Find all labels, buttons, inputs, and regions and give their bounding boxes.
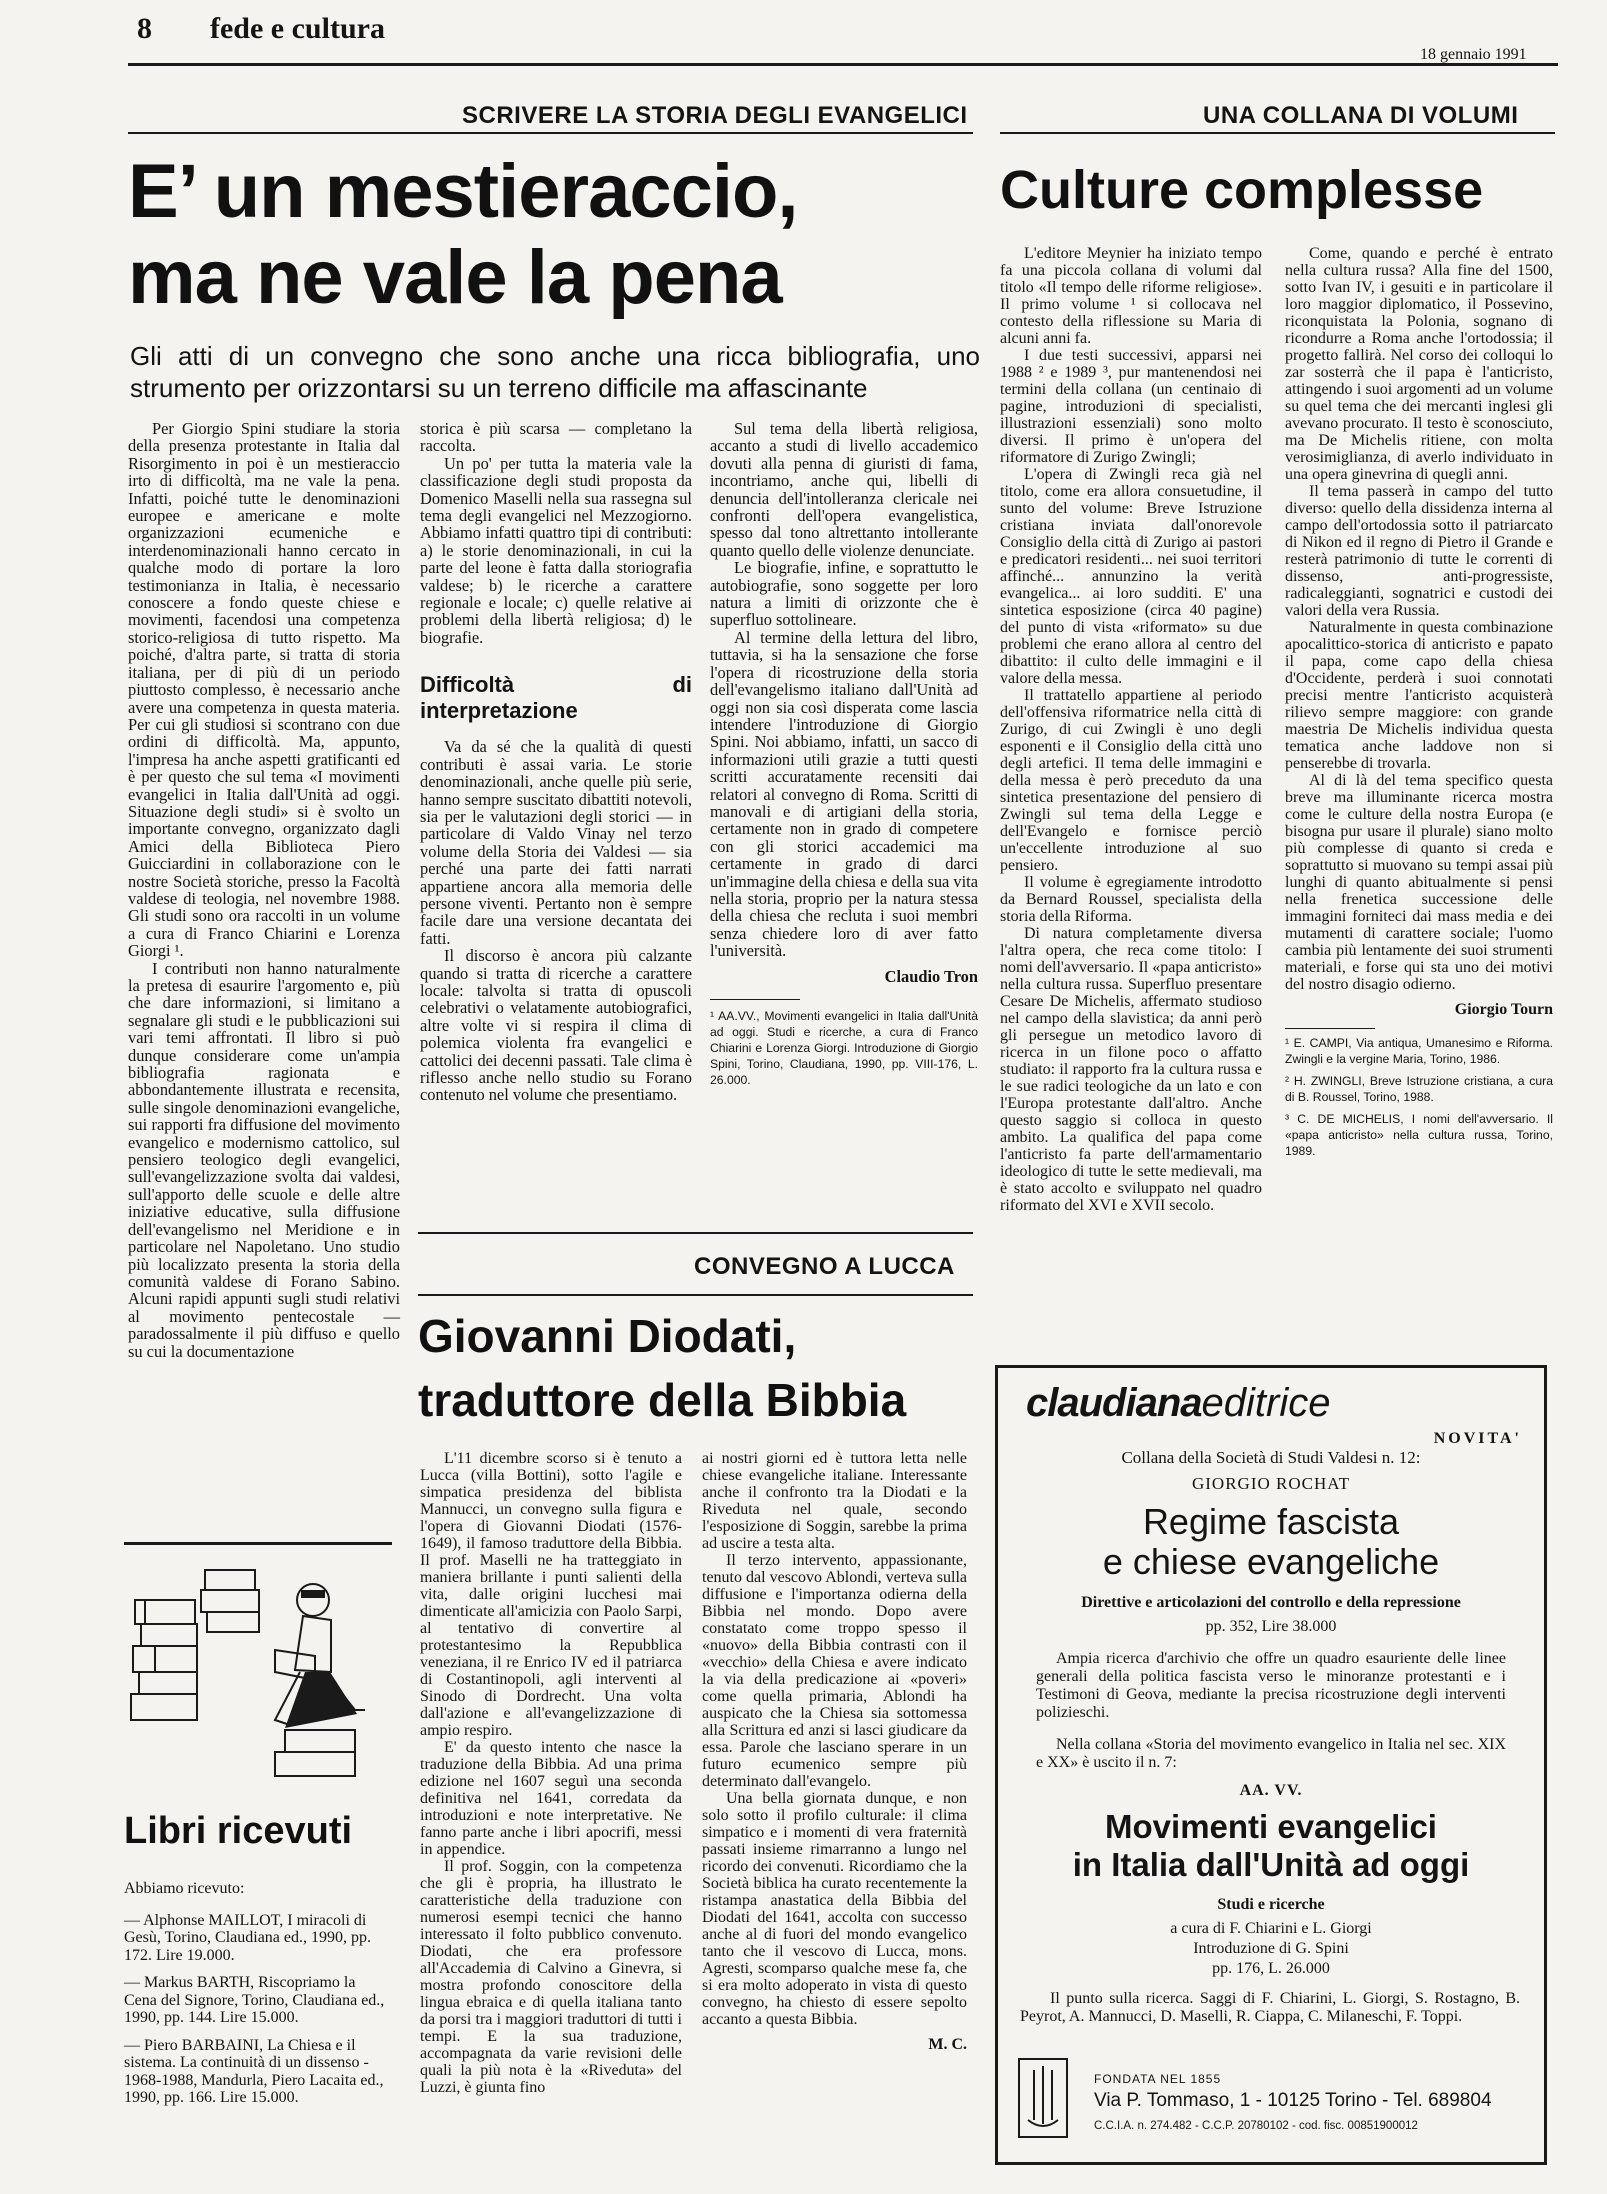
diodati-top-rule — [418, 1232, 973, 1234]
diodati-col2 — [702, 1450, 967, 2053]
ad-intro2: Introduzione di G. Spini — [1193, 1940, 1349, 1957]
ad-desc2: Il punto sulla ricerca. Saggi di F. Chiarini, L. Giorgi, S. Rostagno, B. Peyrot, A. Mannucci, D. Maselli, R. Ciappa, C. Milaneschi, F. Toppi. — [1020, 1990, 1520, 2025]
issue-date: 18 gennaio 1991 — [1420, 46, 1527, 63]
right-headline: Culture complesse — [1000, 160, 1484, 220]
ad-desc1: Ampia ricerca d'archivio che offre un quadro esauriente delle linee generali della politica fascista verso le minoranze protestanti e i Testimoni di Geova, mediante la precisa ricostruzione degli interventi polizieschi. — [1036, 1650, 1506, 1721]
diodati-col1 — [420, 1450, 682, 2096]
claudiana-advertisement — [995, 1365, 1547, 2165]
main-kicker-rule — [128, 132, 973, 134]
main-col2 — [420, 420, 692, 1104]
ad-address: Via P. Tommaso, 1 - 10125 Torino - Tel. 689804 — [1094, 2090, 1492, 2111]
ad-novita: NOVITA' — [1433, 1430, 1522, 1447]
ad-subtitle2: Studi e ricerche — [1217, 1896, 1325, 1913]
right-col1-p6: Di natura completamente diversa l'altra opera, che reca come titolo: I nomi dell'avversario. Il «papa anticristo» nella cultura russa. Superfluo presentare Cesare De Michelis, affermato studioso nel campo della slavistica; da anni però gli persegue un metodico lavoro di ricerca in un filone poco o affatto studiato: il rapporto fra la cultura russa e le sue radici teologiche da un lato e con l'Europa protestante dall'altro. Anche questo saggio si colloca in questo ambito. La qualifica del papa come l'anticristo fa parte dell'armamentario ideologico di tutte le sette medievali, ma è stato accolto e sviluppato nel quadro riformato del XVI e XVII secolo. — [1000, 925, 1262, 1214]
right-col2-p4: Al di là del tema specifico questa breve ma illuminante ricerca mostra come le culture della nostra Europa (e bisogna pur usare il plurale) siano molto più complesse di quanto si creda e soprattutto si muovano su tempi assai più lunghi di quanto abitualmente si pensi nella frenetica successione delle immagini forniteci dai mass media e dei mutamenti di carattere sociale; l'uomo cambia più lentamente dei suoi strumenti materiali, e forse qui sta uno dei motivi del nostro disagio odierno. — [1285, 772, 1553, 993]
right-note-3: ³ C. DE MICHELIS, I nomi dell'avversario. Il «papa anticristo» nella cultura russa, Torino, 1989. — [1285, 1112, 1553, 1158]
diodati-col2-p2: Il terzo intervento, appassionante, tenuto dal vescovo Ablondi, verteva sulla diffusione e l'importanza odierna della Bibbia nel mondo. Dopo avere constatato come troppo spesso il «nuovo» della Bibbia contrasti con il «vecchio» della Chiesa e avere indicato la via della predicazione ai «poveri» come quella primaria, Ablondi ha auspicato che la Chiesa sia sottomessa alla Scrittura ed anzi si lasci giudicare da essa. Parole che lasciano sperare in un futuro ecumenico sempre più determinato dall'evangelo. — [702, 1552, 967, 1790]
diodati-col2-p3: Una bella giornata dunque, e non solo sotto il profilo culturale: il clima simpatico e i momenti di vera fraternità passati insieme rimarranno a lungo nel ricordo dei convenuti. Ricordiamo che la Società biblica ha curato recentemente la ristampa anastatica della Bibbia del Diodati del 1641, accolta con successo anche al di fuori del mondo evangelico tanto che il vescovo di Lucca, mons. Agresti, scomparso qualche mese fa, che si era molto adoperato in vista di questo convegno, ha chiesto di essere sepolto accanto a questa Bibbia. — [702, 1790, 967, 2028]
books-top-rule — [124, 1542, 392, 1545]
main-col2-p2: Un po' per tutta la materia vale la classificazione degli studi proposta da Domenico Maselli nella sua rassegna sul tema degli evangelici nel Mezzogiorno. Abbiamo infatti quattro tipi di contributi: a) le storie denominazionali, in cui la parte del leone è fatta dalla storiografia valdese; b) le ricerche a carattere regionale e locale; c) quelle relative ai problemi della libertà religiosa; d) le biografie. — [420, 453, 692, 647]
ad-editors2: a cura di F. Chiarini e L. Giorgi — [1170, 1920, 1372, 1937]
right-kicker: UNA COLLANA DI VOLUMI — [1203, 102, 1519, 129]
ad-subtitle1: Direttive e articolazioni del controllo e della repressione — [1081, 1594, 1461, 1611]
diodati-kicker: CONVEGNO A LUCCA — [694, 1253, 955, 1280]
main-col2-heading: Difficoltà di interpretazione — [420, 672, 692, 724]
books-intro: Abbiamo ricevuto: — [124, 1880, 245, 1897]
ad-founded: FONDATA NEL 1855 — [1094, 2072, 1222, 2086]
right-signature: Giorgio Tourn — [1454, 1001, 1553, 1018]
claudiana-logo-icon — [1020, 2060, 1066, 2136]
ad-brand-bold: claudiana — [1026, 1381, 1202, 1425]
page-number: 8 — [137, 12, 152, 45]
ad-title2-line1: Movimenti evangelici — [1105, 1808, 1437, 1845]
right-col1-p1: L'editore Meynier ha iniziato tempo fa una piccola collana di volumi dal titolo «Il tempo delle riforme religiose». Il primo volume ¹ si collocava nel contesto della riflessione su Maria di alcuni anni fa. — [1000, 245, 1262, 347]
ad-title1-line1: Regime fascista — [1142, 1501, 1400, 1542]
masthead-rule — [128, 63, 1558, 66]
ad-logo-box — [1018, 2058, 1068, 2138]
main-headline-line1: E’ un mestieraccio, — [128, 149, 798, 234]
main-subhead: Gli atti di un convegno che sono anche una ricca bibliografia, uno strumento per orizzontarsi su un terreno difficile ma affascinante — [130, 341, 980, 403]
ad-series1: Collana della Società di Studi Valdesi n. 12: — [1121, 1448, 1421, 1467]
diodati-col1-p1: L'11 dicembre scorso si è tenuto a Lucca (villa Bottini), sotto l'agile e simpatica presidenza del biblista Mannucci, un convegno sulla figura e l'opera di Giovanni Diodati (1576-1649), il famoso traduttore della Bibbia. Il prof. Maselli ne ha tratteggiato in maniera brillante i punti salienti della vita, dalle origini lucchesi mai dimenticate all'amicizia con Paolo Sarpi, al tentativo di convertire al protestantesimo la Repubblica veneziana, il re Enrico IV ed il patriarca di Costantinopoli, agli interventi al Sinodo di Dordrecht. Una volta dall'azione e all'evangelizzazione di ampio respiro. — [420, 1450, 682, 1739]
diodati-col2-p1: ai nostri giorni ed è tuttora letta nelle chiese evangeliche italiane. Interessante anche il confronto tra la Diodati e la Riveduta nel quale, secondo l'esposizione di Soggin, sarebbe la prima ad uscire a testa alta. — [702, 1450, 967, 1552]
diodati-col1-p2: E' da questo intento che nasce la traduzione della Bibbia. Ad una prima edizione nel 1607 seguì una seconda definitiva nel 1641, corredata da introduzioni e note interpretative. Ne fanno parte anche i libri apocrifi, messi in appendice. — [420, 1739, 682, 1858]
main-col3-p2: Le biografie, infine, e soprattutto le autobiografie, sono soggette per loro natura a limiti di orizzonte che è superfluo sottolineare. — [710, 558, 978, 630]
book-item-2: — Markus BARTH, Riscopriamo la Cena del Signore, Torino, Claudiana ed., 1990, pp. 144. Lire 15.000. — [124, 1974, 385, 2026]
main-footnote: ¹ AA.VV., Movimenti evangelici in Italia dall'Unità ad oggi. Studi e ricerche, a cura di Franco Chiarini e Lorenza Giorgi. Introduzione di Giorgio Spini, Torino, Claudiana, 1990, pp. VIII-176, L. 26.000. — [710, 1009, 978, 1087]
ad-author2: AA. VV. — [1239, 1782, 1303, 1799]
right-col1-p4: Il trattatello appartiene al periodo dell'offensiva riformatrice nella città di Zurigo, di cui Zwingli è uno degli esponenti e il Consiglio della città uno degli artefici. Il tema delle immagini e della messa è però preceduto da una sintetica presentazione del pensiero di Zwingli sul tema della Legge e dell'Evangelo e fornisce perciò un'eccellente introduzione al suo pensiero. — [1000, 687, 1262, 874]
main-headline-line2: ma ne vale la pena — [128, 235, 782, 320]
right-col1 — [1000, 245, 1262, 1214]
main-kicker: SCRIVERE LA STORIA DEGLI EVANGELICI — [462, 102, 968, 129]
main-col2-p4: Il discorso è ancora più calzante quando si tratta di ricerche a carattere locale: talvolta si tratta di opuscoli celebrativi o velatamente autobiografici, altre volte vi si respira il clima di polemica violenta fra evangelici e cattolici dei decenni passati. Tale clima è riflesso anche nello studio su Forano contenuto nel volume che presentiamo. — [420, 946, 692, 1105]
ad-brand-light: editrice — [1201, 1381, 1331, 1425]
book-item-3: — Piero BARBAINI, La Chiesa e il sistema. La continuità di un dissenso - 1968-1988, Mandurla, Piero Lacaita ed., 1990, pp. 166. Lire 15.000. — [124, 2036, 384, 2106]
main-col3 — [710, 420, 978, 1088]
right-col2-p1: Come, quando e perché è entrato nella cultura russa? Alla fine del 1500, sotto Ivan IV, i gesuiti e in particolare il loro maggior diplomatico, il Possevino, riconquistata la Polonia, sognano di ricondurre a Roma anche l'ortodossia; il progetto fallirà. Nel corso dei colloqui lo zar sosterrà che il papa è l'anticristo, attingendo i suoi argomenti ad un volume su quel tema che dei mercanti inglesi gli avevano procurato. Il testo è sconosciuto, ma De Michelis ritiene, con molta verosimiglianza, di averlo individuato in una opera ginevrina di quegli anni. — [1285, 245, 1553, 483]
main-signature: Claudio Tron — [884, 966, 978, 986]
diodati-headline-line2: traduttore della Bibbia — [418, 1374, 907, 1426]
right-note-1: ¹ E. CAMPI, Via antiqua, Umanesimo e Riforma. Zwingli e la vergine Maria, Torino, 1986. — [1285, 1036, 1553, 1066]
section-title: fede e cultura — [210, 12, 385, 45]
right-col1-p2: I due testi successivi, apparsi nei 1988 ² e 1989 ³, pur mantenendosi nei termini della collana (un centinaio di pagine, introduzioni di specialisti, illustrazioni essenziali) sono molto diversi. Il primo è un'opera del riformatore di Zurigo Zwingli; — [1000, 347, 1262, 466]
ad-price2: pp. 176, L. 26.000 — [1212, 1960, 1330, 1977]
right-note-2: ² H. ZWINGLI, Breve Istruzione cristiana, a cura di B. Roussel, Torino, 1988. — [1285, 1074, 1553, 1104]
ad-series2: Nella collana «Storia del movimento evangelico in Italia nel sec. XIX e XX» è uscito il n. 7: — [1036, 1736, 1506, 1771]
diodati-kicker-rule — [418, 1294, 973, 1296]
right-col2-p3: Naturalmente in questa combinazione apocalittico-storica di anticristo e papato il papa, come capo della chiesa d'Occidente, perderà i suoi connotati precisi mentre l'anticristo acquisterà rilievo sempre maggiore: con grande maestria De Michelis individua questa tematica anche laddove non si penserebbe di trovarla. — [1285, 619, 1553, 772]
ad-title2-line2: in Italia dall'Unità ad oggi — [1072, 1846, 1470, 1883]
right-col2-p2: Il tema passerà in campo del tutto diverso: quello della dissidenza interna al campo dell'ortodossia sotto il patriarcato di Nikon ed il regno di Pietro il Grande e resterà patrimonio di tutte le correnti di dissenso, anti-progressiste, radicaleggianti, sognatrici e custodi dei valori della vera Russia. — [1285, 483, 1553, 619]
ad-author1: GIORGIO ROCHAT — [1191, 1474, 1351, 1493]
right-footnote-rule — [1285, 1028, 1375, 1029]
footnote-rule — [710, 999, 800, 1000]
main-col3-p3: Al termine della lettura del libro, tuttavia, si ha la sensazione che forse l'opera di ricostruzione della storia dell'evangelismo italiano dall'Unità ad oggi non sia così disperata come lascia intendere l'introduzione di Giorgio Spini. Noi abbiamo, infatti, un sacco di informazioni utili grazie a tutti questi scritti accuratamente recensiti dai relatori al convegno di Roma. Scritti di manovali e di artigiani della storia, certamente non in grado di competere con gli storici accademici ma certamente in grado di darci un'immagine della chiesa e della sua vita nella storia, proprio per la natura stessa della chiesa che recluta i suoi membri senza chiedere loro di aver fatto l'università. — [710, 627, 978, 961]
main-col3-p1: Sul tema della libertà religiosa, accanto a studi di livello accademico dovuti alla penna di giuristi di fama, incontriamo, anche qui, libelli di denuncia dell'intolleranza clericale nei confronti dell'opera evangelistica, spesso dal tono altrettanto intollerante quanto quello delle violenze denunciate. — [710, 419, 978, 560]
main-col2-p3: Va da sé che la qualità di questi contributi è assai varia. Le storie denominazionali, anche quelle più serie, hanno sempre suscitato dibattiti notevoli, sia per le valutazioni degli storici — in particolare di Valdo Vinay nel terzo volume della Storia dei Valdesi — sia perché una parte dei fatti narrati appartiene ancora alla memoria delle persone viventi. Pertanto non è sempre facile dare una versione decantata dei fatti. — [420, 737, 692, 948]
ad-title1-line2: e chiese evangeliche — [1102, 1541, 1440, 1582]
main-col2-p1: storica è più scarsa — completano la raccolta. — [420, 419, 692, 456]
ad-codes: C.C.I.A. n. 274.482 - C.C.P. 20780102 - cod. fisc. 00851900012 — [1094, 2120, 1418, 2132]
right-col1-p5: Il volume è egregiamente introdotto da Bernard Roussel, specialista della storia della Riforma. — [1000, 874, 1262, 925]
reader-with-books-illustration — [125, 1560, 390, 1800]
main-col1-p2: I contributi non hanno naturalmente la pretesa di esaurire l'argomento e, più che dare informazioni, si limitano a segnalare gli studi e le pubblicazioni sui vari temi affrontati. Il libro si può dunque considerare come un'ampia bibliografia ragionata e abbondantemente illustrata e recensita, sulle singole denominazioni evangeliche, sui rapporti fra diffusione del movimento evangelico e modernismo cattolico, sul pensiero teologico degli evangelici, sull'evangelizzazione svolta dai valdesi, sull'apporto delle scuole e delle altre iniziative educative, sulla diffusione dell'evangelismo nel Meridione e in particolare nel Napoletano. Uno studio più localizzato presenta la storia della comunità valdese di Forano Sabino. Alcuni rapidi appunti sugli studi relativi al movimento pentecostale — paradossalmente il più diffuso e quello su cui la documentazione — [128, 958, 400, 1361]
diodati-signature: M. C. — [928, 2036, 967, 2053]
right-col2 — [1285, 245, 1553, 1165]
diodati-headline-line1: Giovanni Diodati, — [418, 1310, 797, 1362]
main-col1-p1: Per Giorgio Spini studiare la storia della presenza protestante in Italia dal Risorgimento in poi è un mestieraccio irto di difficoltà, ma ne vale la pena. Infatti, poiché tutte le denominazioni europee e americane e molte organizzazioni ecumeniche e interdenominazionali hanno cercato in qualche modo di portare la loro testimonianza in Italia, è necessario conoscere a fondo queste chiese e movimenti, facendosi una competenza storico-religiosa di tutto rispetto. Ma poiché, d'altra parte, si tratta di storia italiana, per di più di un periodo piuttosto complesso, è necessario anche avere una competenza in questa materia. Per cui gli studiosi si scontrano con due ordini di difficoltà. Ma, appunto, l'impresa ha anche aspetti gratificanti ed è per questo che sul tema «I movimenti evangelici in Italia dall'Unità ad oggi. Situazione degli studi» si è svolto un importante convegno, organizzato dagli Amici della Biblioteca Piero Guicciardini in collaborazione con le nostre Società storiche, presso la Facoltà valdese di teologia, nel novembre 1988. Gli studi sono ora raccolti in un volume a cura di Franco Chiarini e Lorenza Giorgi ¹. — [128, 419, 400, 961]
right-col1-p3: L'opera di Zwingli reca già nel titolo, come era allora consuetudine, il sunto del volume: Breve Istruzione cristiana inviata dall'onorevole Consiglio della città di Zurigo ai pastori e predicatori residenti... nei suoi territori affinché... annunzino la verità evangelica... ai loro sudditi. E' una sintetica esposizione (circa 40 pagine) del punto di vista «riformato» su due problemi che erano allora al centro del dibattito: il culto delle immagini e il valore della messa. — [1000, 466, 1262, 687]
book-item-1: — Alphonse MAILLOT, I miracoli di Gesù, Torino, Claudiana ed., 1990, pp. 172. Lire 19.000. — [124, 1911, 371, 1964]
books-heading: Libri ricevuti — [124, 1810, 353, 1852]
right-footnotes — [1285, 1035, 1553, 1159]
diodati-col1-p3: Il prof. Soggin, con la competenza che gli è propria, ha illustrato le caratteristiche della traduzione con numerosi esempi tecnici che hanno interessato il folto pubblico convenuto. Diodati, che era professore all'Accademia di Calvino a Ginevra, si mostra profondo conoscitore della lingua ebraica e di quella italiana tanto da porsi tra i maggiori traduttori di tutti i tempi. E la sua traduzione, accompagnata da varie revisioni delle quali la più nota è la «Riveduta» del Luzzi, è giunta fino — [420, 1858, 682, 2096]
books-illustration — [125, 1560, 390, 1800]
right-kicker-rule — [1000, 132, 1555, 134]
books-list — [124, 1880, 390, 2107]
ad-price1: pp. 352, Lire 38.000 — [1205, 1618, 1337, 1635]
main-col1 — [128, 420, 400, 1360]
ad-brand — [1026, 1380, 1330, 1426]
